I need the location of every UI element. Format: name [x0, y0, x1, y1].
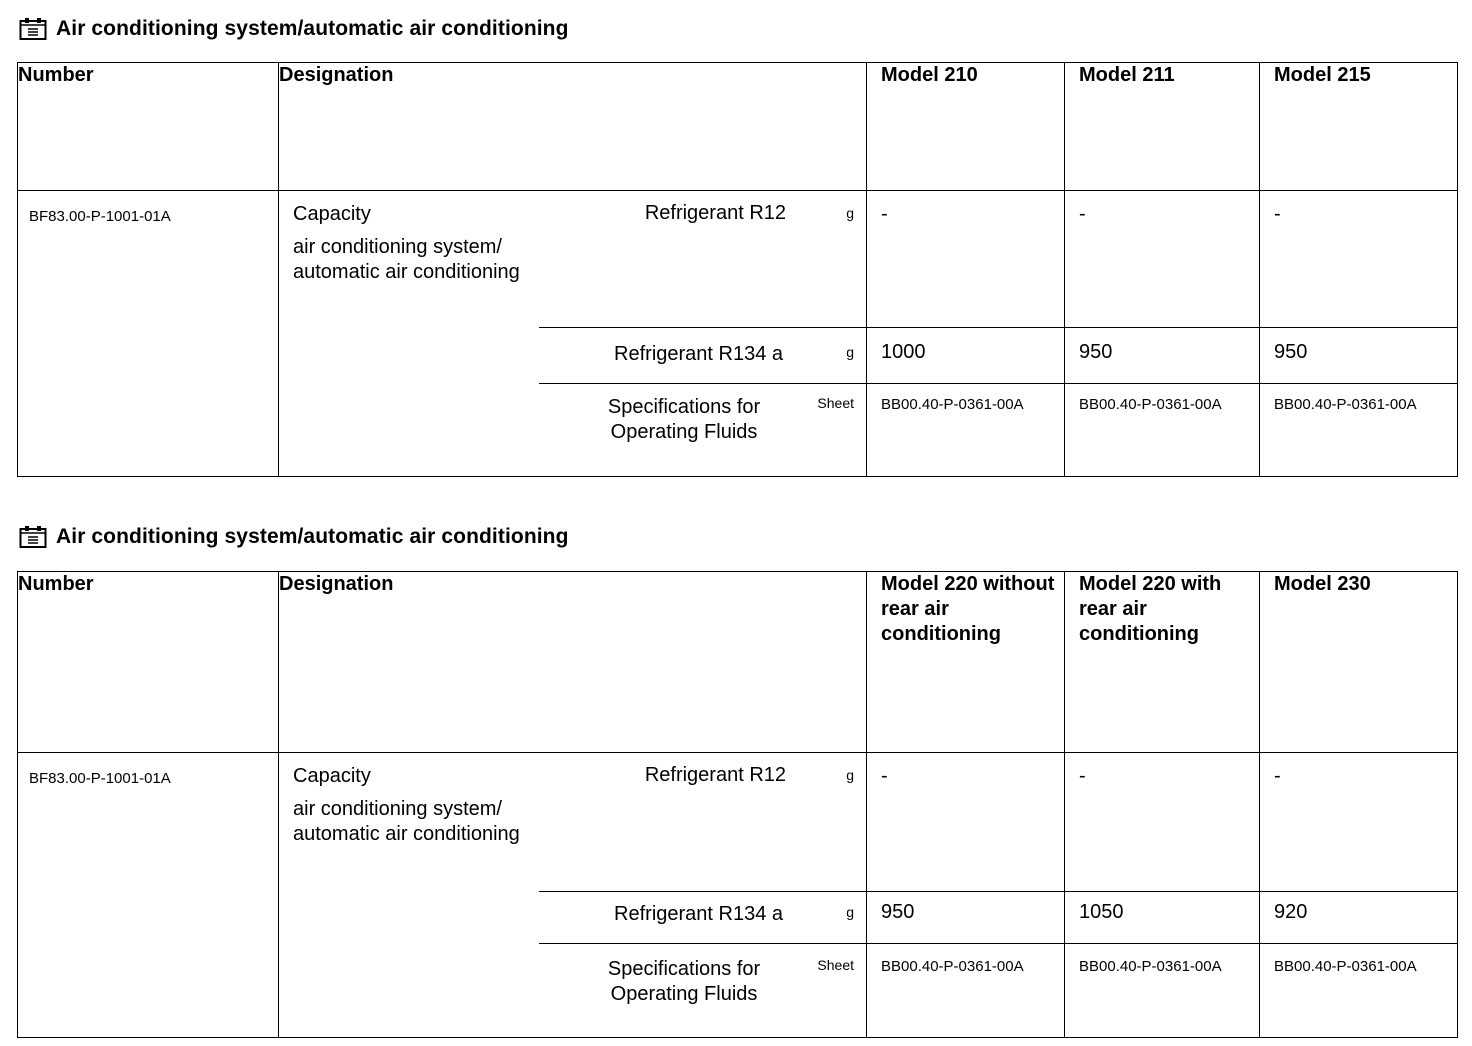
item-unit: g — [846, 767, 855, 783]
value-cell: - — [1260, 191, 1458, 328]
item-label: Specifications for Operating Fluids — [607, 958, 761, 1005]
section-title-1 — [19, 14, 569, 44]
item-specs — [539, 384, 867, 477]
table-row — [18, 753, 1458, 892]
item-unit: g — [846, 205, 855, 221]
capacity-label: Capacity — [293, 765, 371, 787]
value-cell: BB00.40-P-0361-00A — [1260, 384, 1458, 477]
header-model: Model 220 without rear air conditioning — [867, 572, 1065, 753]
header-designation: Designation — [279, 63, 867, 191]
value-cell: BB00.40-P-0361-00A — [867, 384, 1065, 477]
header-number: Number — [18, 572, 279, 753]
item-unit: g — [846, 904, 855, 920]
spec-table-2 — [17, 571, 1458, 1038]
value-cell: - — [867, 753, 1065, 892]
capacity-label: Capacity — [293, 203, 371, 225]
item-label: Refrigerant R12 — [644, 764, 787, 786]
table-header-row — [18, 572, 1458, 753]
row-number: BF83.00-P-1001-01A — [18, 753, 279, 1038]
data-sheet-icon — [19, 17, 47, 41]
data-sheet-icon — [19, 525, 47, 549]
value-cell: - — [1065, 191, 1260, 328]
item-r12 — [539, 191, 867, 328]
value-cell: 920 — [1260, 892, 1458, 944]
table-header-row — [18, 63, 1458, 191]
item-r134a — [539, 892, 867, 944]
section-title-text: Air conditioning system/automatic air conditioning — [56, 17, 569, 40]
header-model: Model 211 — [1065, 63, 1260, 191]
item-unit: g — [846, 344, 855, 360]
row-number: BF83.00-P-1001-01A — [18, 191, 279, 477]
item-label: Refrigerant R12 — [644, 202, 787, 224]
header-model: Model 220 with rear air conditioning — [1065, 572, 1260, 753]
row-designation — [279, 191, 539, 477]
table-row — [18, 191, 1458, 328]
capacity-description: air conditioning system/ automatic air conditioning — [293, 798, 520, 845]
spec-table-1 — [17, 62, 1458, 477]
section-title-2 — [19, 522, 569, 552]
value-cell: 950 — [867, 892, 1065, 944]
value-cell: BB00.40-P-0361-00A — [867, 944, 1065, 1038]
value-cell: - — [1260, 753, 1458, 892]
value-cell: 1000 — [867, 328, 1065, 384]
item-r12 — [539, 753, 867, 892]
item-unit: Sheet — [817, 395, 855, 411]
header-number: Number — [18, 63, 279, 191]
header-model: Model 230 — [1260, 572, 1458, 753]
value-cell: - — [867, 191, 1065, 328]
value-cell: - — [1065, 753, 1260, 892]
value-cell: 1050 — [1065, 892, 1260, 944]
value-cell: BB00.40-P-0361-00A — [1260, 944, 1458, 1038]
value-cell: 950 — [1260, 328, 1458, 384]
item-unit: Sheet — [817, 957, 855, 973]
item-label: Refrigerant R134 a — [614, 903, 784, 925]
item-specs — [539, 944, 867, 1038]
item-label: Specifications for Operating Fluids — [607, 396, 761, 443]
capacity-description: air conditioning system/ automatic air conditioning — [293, 236, 520, 283]
value-cell: BB00.40-P-0361-00A — [1065, 384, 1260, 477]
value-cell: BB00.40-P-0361-00A — [1065, 944, 1260, 1038]
header-model: Model 215 — [1260, 63, 1458, 191]
header-designation: Designation — [279, 572, 867, 753]
section-title-text: Air conditioning system/automatic air conditioning — [56, 525, 569, 548]
item-r134a — [539, 328, 867, 384]
row-designation — [279, 753, 539, 1038]
item-label: Refrigerant R134 a — [614, 343, 784, 365]
header-model: Model 210 — [867, 63, 1065, 191]
value-cell: 950 — [1065, 328, 1260, 384]
